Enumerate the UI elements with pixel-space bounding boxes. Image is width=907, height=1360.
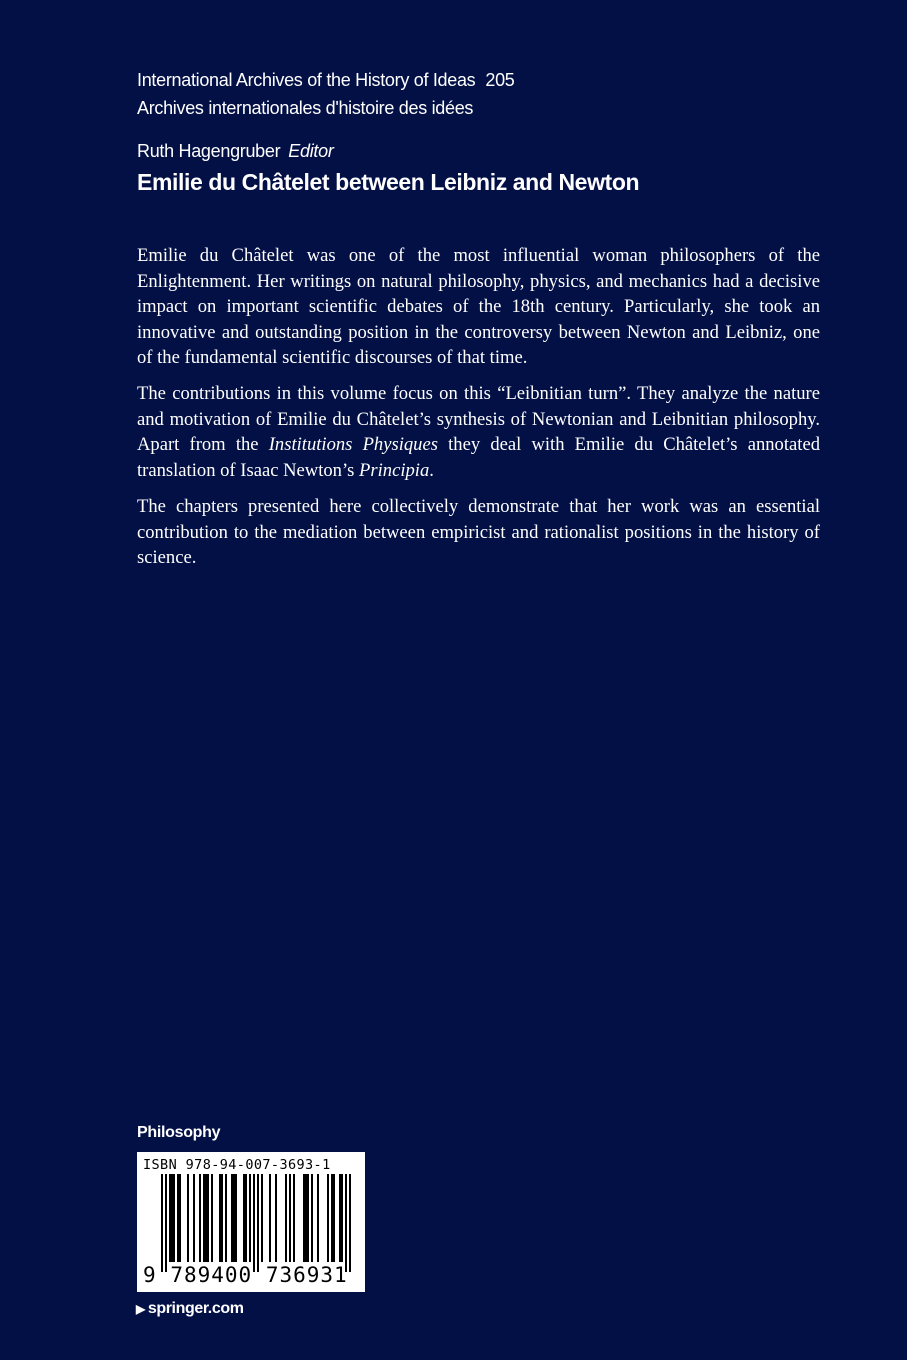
ean-first-digit: 9 [143,1263,157,1287]
barcode-bar [275,1174,277,1262]
barcode-bar [169,1174,171,1262]
barcode-bar [231,1174,233,1262]
barcode-bar [199,1174,201,1262]
barcode-bar [307,1174,309,1262]
barcode-bar [219,1174,221,1262]
blurb-paragraph-3: The chapters presented here collectively demonstrate that her work was an essential contribution to the mediation between empiricist and rationalist positions in the history of science. [137,496,820,568]
barcode-bar [171,1174,173,1262]
blurb-paragraph-2 [137,381,820,483]
editor-role: Editor [288,141,334,161]
barcode-bar [333,1174,335,1262]
barcode-bar [243,1174,245,1262]
ean-digits [143,1263,348,1287]
blurb-p2-text-b: they deal with Emilie du Châtelet’s annotated translation of Isaac Newton’s [137,434,820,481]
barcode-bar [289,1174,291,1262]
barcode-bar [173,1174,175,1262]
barcode-bar [205,1174,207,1262]
barcode-bar [245,1174,247,1262]
barcode-bar [269,1174,271,1262]
book-title: Emilie du Châtelet between Leibniz and Newton [137,169,640,195]
isbn-label: ISBN 978-94-007-3693-1 [143,1157,331,1173]
website-link[interactable] [136,1300,244,1318]
series-title-text: International Archives of the History of Ideas [137,70,476,90]
barcode-bar [179,1174,181,1262]
barcode-bar [303,1174,305,1262]
series-number: 205 [485,70,515,90]
blurb-p2-text-a: The contributions in this volume focus on this “Leibnitian turn”. They analyze the nature and motivation of Emilie du Châtelet’s synthesis of Newtonian and Leibnitian philosophy. Apart from the [137,383,820,455]
barcode-bar [177,1174,179,1262]
barcode-bar [285,1174,287,1262]
barcode-bar [331,1174,333,1262]
blurb-paragraph-1: Emilie du Châtelet was one of the most influential woman philosophers of the Enlightenment. Her writings on natural philosophy, physics, and mechanics had a decisive impact on important scientific debates of the 18th century. Particularly, she took an innovative and outstanding position in the controversy between Newton and Leibniz, one of the fundamental scientific discourses of that time. [137,245,820,368]
barcode-bar [261,1174,263,1262]
ean-left-digits: 789400 [170,1263,253,1287]
series-title [137,70,515,91]
barcode-bar [165,1174,167,1272]
barcode-bar [203,1174,205,1262]
barcode-bar [207,1174,209,1262]
subject-label: Philosophy [137,1124,221,1141]
website-url: springer.com [147,1300,244,1317]
barcode-bar [349,1174,351,1272]
ean-right-digits: 736931 [265,1263,348,1287]
barcode-bar [293,1174,295,1262]
barcode-bar [311,1174,313,1262]
series-subtitle: Archives internationales d'histoire des idées [137,98,474,118]
barcode-bar [235,1174,237,1262]
barcode-bar [317,1174,319,1262]
editor-name: Ruth Hagengruber [137,141,281,161]
blurb-p2-italic-principia: Principia [359,459,430,481]
blurb-p2-italic-institutions: Institutions Physiques [268,434,438,455]
triangle-arrow-icon: ▶ [136,1302,145,1316]
barcode-bar [339,1174,341,1262]
barcode-bar [221,1174,223,1262]
barcode-bar [211,1174,213,1262]
barcode-bar [253,1174,255,1272]
barcode-bar [257,1174,259,1272]
barcode-bar [341,1174,343,1262]
editor-line [137,141,334,162]
barcode-bar [233,1174,235,1262]
barcode-bar [161,1174,163,1272]
barcode-bar [249,1174,251,1262]
isbn-barcode [137,1152,365,1292]
barcode-bar [225,1174,227,1262]
barcode-bar [305,1174,307,1262]
barcode-bar [187,1174,189,1262]
barcode-bar [345,1174,347,1272]
barcode-bar [193,1174,195,1262]
barcode-bar [327,1174,329,1262]
blurb-p2-text-c: . [429,459,434,481]
